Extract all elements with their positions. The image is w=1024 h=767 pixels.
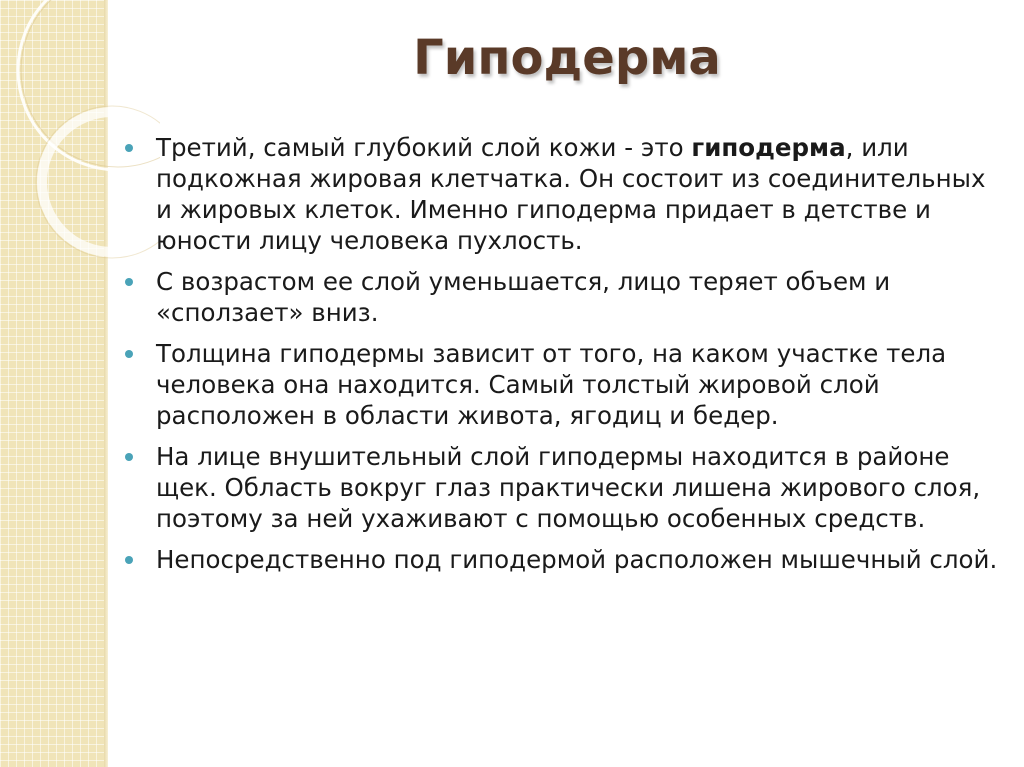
bullet-dot-icon [125,453,133,461]
bullet-dot-icon [125,278,133,286]
bullet-text-4: На лице внушительный слой гиподермы находится в районе щек. Область вокруг глаз практически лишена жирового слоя, поэтому за ней ухаживают с помощью особенных средств. [156,442,981,533]
bullet-item-1 [122,132,1002,256]
bullet-item-2 [122,266,1002,328]
bullet-text-3: Толщина гиподермы зависит от того, на каком участке тела человека она находится. Самый толстый жировой слой расположен в области живота, ягодиц и бедер. [156,339,947,430]
bullet-dot-icon [125,350,133,358]
bullet-text-1-end: , или подкожная жировая клетчатка. Он состоит из соединительных и жировых клеток. Именно гиподерма придает в детстве и юности лицу человека пухлость. [156,133,986,255]
bullet-text-2: С возрастом ее слой уменьшается, лицо теряет объем и «сползает» вниз. [156,267,891,327]
bullet-item-3 [122,338,1002,431]
bullet-dot-icon [125,144,133,152]
slide-title: Гиподерма [413,30,721,86]
bullet-text-1-start: Третий, самый глубокий слой кожи - это [156,133,692,162]
bullet-dot-icon [125,556,133,564]
bullet-list [122,132,1002,585]
bullet-text-5: Непосредственно под гиподермой расположен мышечный слой. [156,545,998,574]
bullet-text-1-bold: гиподерма [691,133,846,162]
bullet-item-5 [122,544,1002,575]
bullet-item-4 [122,441,1002,534]
